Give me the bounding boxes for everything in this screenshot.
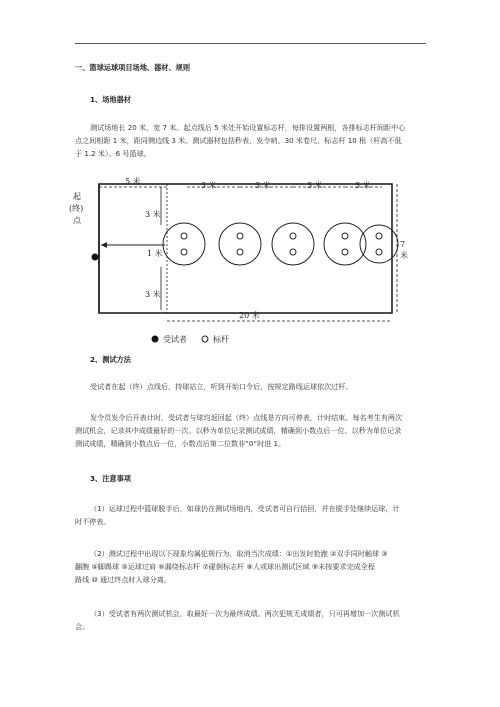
main-heading: 一、篮球运球项目场地、器材、规则 (75, 63, 191, 72)
sec3-line-2: 时不停表。 (75, 517, 111, 526)
court-diagram (67, 175, 413, 357)
section-2-title: 2、测试方法 (90, 355, 131, 364)
start-label-1: 起 (73, 192, 81, 201)
pole-2b (237, 249, 243, 255)
pole-4a (342, 233, 348, 239)
sec3-line-5: 路线 ⑩ 通过终点时人球分离。 (75, 575, 171, 584)
dim-left-3m-bottom-label: 3 米 (145, 290, 161, 299)
section-1-paragraph (90, 121, 430, 134)
header-rule (75, 43, 426, 44)
legend-subject-label: 受试者 (163, 335, 187, 344)
legend-subject-marker (152, 336, 159, 343)
section-2-paragraph-cont (75, 424, 430, 450)
pole-4b (342, 249, 348, 255)
pole-1b (181, 249, 187, 255)
dim-5m-label: 5 米 (125, 177, 141, 186)
pole-5a (376, 233, 382, 239)
sec1-line-3: 于 1.2 米）、6 号篮球。 (75, 149, 151, 158)
court-diagram-svg (67, 175, 413, 353)
pole-2a (237, 233, 243, 239)
sec2-line-3: 测试机会，记录其中成绩最好的一次。以秒为单位记录测试成绩，精确到小数点后一位。以秒为单位记录 (75, 426, 402, 435)
pole-5b (376, 249, 382, 255)
sec3-line-1: （1）运球过程中篮球脱手后，如球仍在测试场地内，受试者可自行拾回，并在脱手处继续运球，计 (90, 504, 400, 513)
dim-right-7m-label-a: 7 (400, 240, 406, 249)
dim-3m-b-label: 3 米 (255, 181, 271, 190)
dim-3m-d-label: 3 米 (355, 181, 371, 190)
dim-left-1m-label: 1 米 (147, 249, 163, 258)
pole-loop-2 (219, 223, 261, 265)
sec3-line-4: 翻腕 ④脚踢球 ⑤运球过肩 ⑥漏绕标志杆 ⑦碰倒标志杆 ⑧人或球出测试区域 ⑨未按要求完成全程 (75, 562, 375, 571)
sec2-line-1: 受试者在起（终）点线后，持球站立，听到开始口令后，按规定路线运球依次过杆。 (90, 382, 353, 391)
start-label-2: (终) (69, 204, 84, 213)
sec2-line-4: 测试成绩，精确到小数点后一位，小数点后第二位数非“0”时进 1。 (75, 439, 286, 448)
pole-loop-3 (272, 223, 314, 265)
sec2-line-2: 发令员发令后开表计时，受试者与球均返回起（终）点线是方向可停表，计时结束。每名考生有两次 (90, 413, 403, 422)
sec3-line-3: （2）测试过程中出现以下现象均属犯规行为，取消当次成绩：①出发时抢跑 ②双手同时触球 ③ (90, 549, 388, 558)
legend-pole-label: 标杆 (213, 335, 229, 344)
dim-right-7m-label-b: 米 (400, 251, 408, 260)
section-3-title: 3、注意事项 (90, 474, 131, 483)
sec1-line-1: 测试场地长 20 米，宽 7 米。起点线后 5 米处开始设置标志杆，每排设置两根，各排标志杆间距中心 (90, 123, 406, 132)
sec3-line-6: （3）受试者有两次测试机会，取最好一次为最终成绩。两次犯规无成绩者，只可再增加一次测试机 (90, 609, 400, 618)
legend-pole-marker (202, 336, 208, 342)
court-boundary (99, 184, 392, 313)
dim-20m-label: 20 米 (239, 311, 260, 320)
pole-3b (290, 249, 296, 255)
dim-3m-a-label: 3 米 (201, 181, 217, 190)
dim-left-3m-top-label: 3 米 (145, 210, 161, 219)
subject-marker (92, 254, 99, 261)
pole-loop-1 (163, 223, 205, 265)
sec3-line-7: 会。 (75, 622, 90, 631)
pole-3a (290, 233, 296, 239)
start-label-3: 点 (73, 216, 81, 225)
start-path-arrow (101, 242, 107, 248)
section-1-title: 1、场地器材 (90, 95, 131, 104)
dim-3m-c-label: 3 米 (307, 181, 323, 190)
pole-1a (181, 233, 187, 239)
section-1-paragraph-cont (75, 134, 430, 160)
section-3-p2-cont (75, 560, 430, 586)
sec1-line-2: 点之间相距 1 米，距同侧边线 3 米。测试器材包括秒表、发令哨、30 米卷尺、标志杆 10 根（杆高不低 (75, 136, 402, 145)
